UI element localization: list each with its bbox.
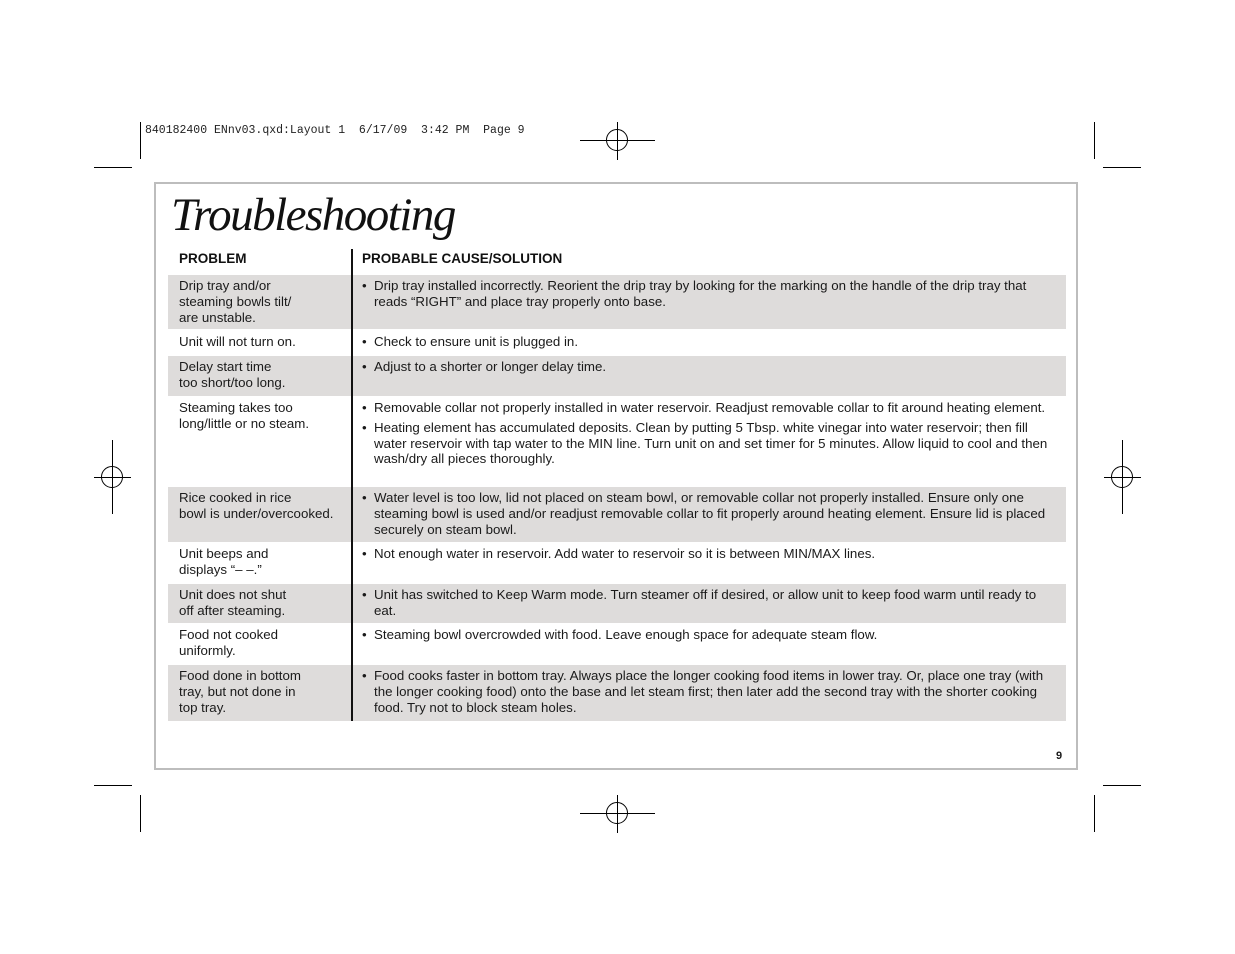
- table-row: [168, 397, 1066, 486]
- crop-mark: [140, 122, 141, 159]
- table-row: [168, 331, 1066, 355]
- problem-cell: Delay start time too short/too long.: [179, 359, 286, 390]
- page-title: Troubleshooting: [171, 189, 455, 241]
- table-row: [168, 356, 1066, 396]
- table-row: [168, 275, 1066, 329]
- solution-item: • Adjust to a shorter or longer delay time.: [362, 359, 1057, 375]
- table-row: [168, 624, 1066, 664]
- solution-cell: [362, 627, 1057, 647]
- solution-item: • Check to ensure unit is plugged in.: [362, 334, 1057, 350]
- solution-item: • Heating element has accumulated deposits. Clean by putting 5 Tbsp. white vinegar into water reservoir; then fill water reservoir with tap water to the MIN line. Turn unit on and set timer for 5 minutes. Allow liquid to cool and then wash/dry all pieces thoroughly.: [362, 420, 1057, 467]
- file-slug: 840182400 ENnv03.qxd:Layout 1 6/17/09 3:42 PM Page 9: [145, 124, 525, 137]
- solution-cell: [362, 278, 1057, 314]
- table-row: [168, 543, 1066, 583]
- solution-cell: [362, 359, 1057, 379]
- solution-item: • Water level is too low, lid not placed on steam bowl, or removable collar not properly installed. Ensure only one steaming bowl is used and/or readjust removable collar to fit properly around heating element. Ensure lid is placed securely on steam bowl.: [362, 490, 1057, 537]
- crop-mark: [140, 795, 141, 832]
- problem-cell: Steaming takes too long/little or no steam.: [179, 400, 310, 431]
- problem-cell: Unit will not turn on.: [179, 334, 296, 349]
- table-row: [168, 665, 1066, 721]
- solution-cell: [362, 546, 1057, 566]
- solution-cell: [362, 490, 1057, 541]
- solution-cell: [362, 587, 1057, 623]
- crop-mark: [94, 167, 132, 168]
- solution-column-header: PROBABLE CAUSE/SOLUTION: [362, 251, 563, 266]
- table-row: [168, 487, 1066, 542]
- problem-cell: Unit does not shut off after steaming.: [179, 587, 287, 618]
- solution-item: • Food cooks faster in bottom tray. Always place the longer cooking food items in lower tray. Or, place one tray (with the longer cooking food) onto the base and let steam first; then later add the second tray with the shorter cooking food. Try not to block steam holes.: [362, 668, 1057, 715]
- problem-cell: Food not cooked uniformly.: [179, 627, 279, 658]
- solution-item: • Removable collar not properly installed in water reservoir. Readjust removable collar to fit around heating element.: [362, 400, 1057, 416]
- solution-item: • Not enough water in reservoir. Add water to reservoir so it is between MIN/MAX lines.: [362, 546, 1057, 562]
- solution-cell: [362, 334, 1057, 354]
- crop-mark: [1103, 785, 1141, 786]
- crop-mark: [1103, 167, 1141, 168]
- solution-cell: [362, 668, 1057, 719]
- solution-item: • Drip tray installed incorrectly. Reorient the drip tray by looking for the marking on the handle of the drip tray that reads “RIGHT” and place tray properly onto base.: [362, 278, 1057, 310]
- crop-mark: [1094, 795, 1095, 832]
- column-divider: [351, 249, 353, 721]
- problem-cell: Unit beeps and displays “– –.”: [179, 546, 269, 577]
- problem-column-header: PROBLEM: [179, 251, 247, 266]
- problem-cell: Food done in bottom tray, but not done in top tray.: [179, 668, 301, 715]
- solution-item: • Unit has switched to Keep Warm mode. Turn steamer off if desired, or allow unit to keep food warm until ready to eat.: [362, 587, 1057, 619]
- problem-cell: Rice cooked in rice bowl is under/overcooked.: [179, 490, 334, 521]
- solution-cell: [362, 400, 1057, 471]
- problem-cell: Drip tray and/or steaming bowls tilt/ are unstable.: [179, 278, 292, 325]
- crop-mark: [94, 785, 132, 786]
- table-row: [168, 584, 1066, 623]
- solution-item: • Steaming bowl overcrowded with food. Leave enough space for adequate steam flow.: [362, 627, 1057, 643]
- page-number: 9: [1056, 750, 1063, 762]
- crop-mark: [1094, 122, 1095, 159]
